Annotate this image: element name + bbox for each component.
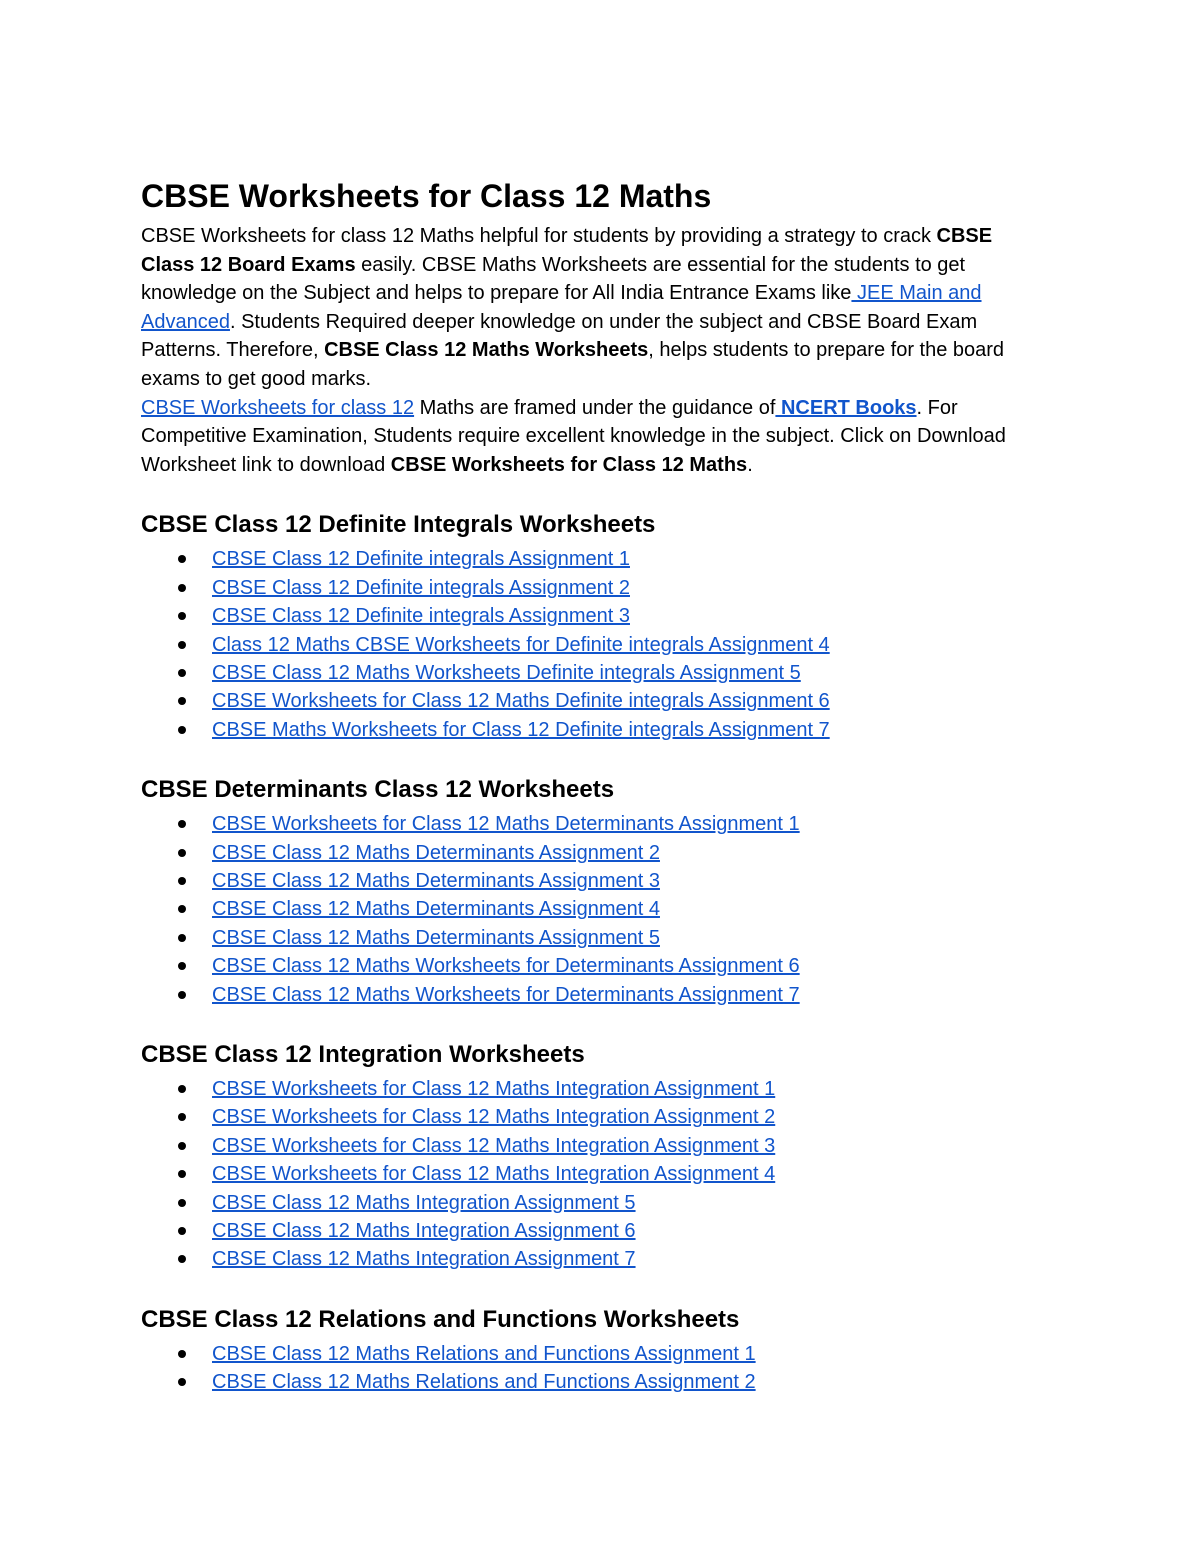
list-item: [141, 1132, 1051, 1160]
bullet-icon: [178, 1142, 186, 1150]
bullet-icon: [178, 1085, 186, 1093]
bullet-icon: [178, 962, 186, 970]
worksheet-link-list: [141, 1340, 1051, 1397]
bullet-icon: [178, 820, 186, 828]
worksheet-assignment-link[interactable]: CBSE Worksheets for Class 12 Maths Integration Assignment 3: [212, 1134, 776, 1157]
section-heading: CBSE Class 12 Definite Integrals Worksheets: [141, 511, 656, 539]
worksheet-assignment-link[interactable]: CBSE Worksheets for Class 12 Maths Integration Assignment 2: [212, 1106, 776, 1129]
worksheets-class12-link[interactable]: CBSE Worksheets for class 12: [141, 396, 415, 419]
list-item: [141, 1245, 1051, 1273]
section-heading: CBSE Class 12 Relations and Functions Worksheets: [141, 1305, 740, 1333]
bullet-icon: [178, 1170, 186, 1178]
worksheet-assignment-link[interactable]: CBSE Worksheets for Class 12 Maths Integration Assignment 4: [212, 1163, 776, 1186]
worksheet-assignment-link[interactable]: CBSE Class 12 Maths Integration Assignment 7: [212, 1248, 636, 1271]
bullet-icon: [178, 1199, 186, 1207]
worksheet-assignment-link[interactable]: CBSE Worksheets for Class 12 Maths Integration Assignment 1: [212, 1078, 776, 1101]
jee-link[interactable]: JEE Main and Advanced: [141, 282, 982, 333]
list-item: [141, 924, 1051, 952]
intro-bold-board-exams: CBSE Class 12 Board Exams: [141, 225, 993, 276]
worksheet-link-list: [141, 545, 1051, 744]
intro2-bold-worksheets: CBSE Worksheets for Class 12 Maths: [390, 453, 748, 476]
section-heading: CBSE Determinants Class 12 Worksheets: [141, 776, 615, 804]
list-item: [141, 867, 1051, 895]
list-item: [141, 716, 1051, 744]
bullet-icon: [178, 1227, 186, 1235]
bullet-icon: [178, 849, 186, 857]
intro-text-3: . Students Required deeper knowledge on under the subject and CBSE Board Exam Patterns. Therefore,: [141, 310, 978, 362]
list-item: [141, 1189, 1051, 1217]
bullet-icon: [178, 641, 186, 649]
page-title: CBSE Worksheets for Class 12 Maths: [141, 178, 712, 214]
bullet-icon: [178, 934, 186, 942]
bullet-icon: [178, 669, 186, 677]
bullet-icon: [178, 905, 186, 913]
list-item: [141, 659, 1051, 687]
document-page: [141, 176, 1051, 1397]
list-item: [141, 839, 1051, 867]
list-item: [141, 981, 1051, 1009]
worksheet-assignment-link[interactable]: CBSE Class 12 Maths Determinants Assignment 2: [212, 841, 660, 864]
bullet-icon: [178, 991, 186, 999]
list-item: [141, 602, 1051, 630]
intro-text-4: , helps students to prepare for the board exams to get good marks.: [141, 339, 1005, 390]
list-item: [141, 687, 1051, 715]
list-item: [141, 1103, 1051, 1131]
bullet-icon: [178, 1255, 186, 1263]
bullet-icon: [178, 555, 186, 563]
worksheet-assignment-link[interactable]: CBSE Worksheets for Class 12 Maths Determinants Assignment 1: [212, 813, 800, 836]
worksheet-assignment-link[interactable]: CBSE Class 12 Definite integrals Assignment 1: [212, 548, 630, 571]
worksheet-assignment-link[interactable]: CBSE Class 12 Maths Worksheets for Determinants Assignment 7: [212, 983, 800, 1006]
worksheet-assignment-link[interactable]: CBSE Worksheets for Class 12 Maths Definite integrals Assignment 6: [212, 690, 830, 713]
worksheet-assignment-link[interactable]: CBSE Class 12 Definite integrals Assignment 3: [212, 605, 630, 628]
worksheet-assignment-link[interactable]: CBSE Class 12 Maths Integration Assignment 5: [212, 1191, 636, 1214]
worksheet-link-list: [141, 1075, 1051, 1274]
intro2-text-3: .: [747, 453, 753, 476]
list-item: [141, 1075, 1051, 1103]
worksheet-assignment-link[interactable]: CBSE Class 12 Definite integrals Assignment 2: [212, 576, 630, 599]
intro-text-2: easily. CBSE Maths Worksheets are essential for the students to get knowledge on the Subject and helps to prepare for All India Entrance Exams like: [141, 253, 966, 305]
bullet-icon: [178, 584, 186, 592]
worksheet-assignment-link[interactable]: Class 12 Maths CBSE Worksheets for Definite integrals Assignment 4: [212, 633, 830, 656]
worksheet-assignment-link[interactable]: CBSE Class 12 Maths Determinants Assignment 5: [212, 926, 660, 949]
list-item: [141, 1160, 1051, 1188]
intro-bold-maths-worksheets: CBSE Class 12 Maths Worksheets: [324, 339, 649, 362]
worksheet-assignment-link[interactable]: CBSE Maths Worksheets for Class 12 Definite integrals Assignment 7: [212, 718, 830, 741]
bullet-icon: [178, 697, 186, 705]
bullet-icon: [178, 877, 186, 885]
list-item: [141, 1340, 1051, 1368]
worksheet-link-list: [141, 810, 1051, 1009]
list-item: [141, 810, 1051, 838]
intro-paragraph-2: [141, 394, 1051, 480]
bullet-icon: [178, 1113, 186, 1121]
bullet-icon: [178, 1378, 186, 1386]
intro-paragraph: [141, 222, 1051, 394]
worksheet-assignment-link[interactable]: CBSE Class 12 Maths Determinants Assignment 4: [212, 898, 660, 921]
ncert-books-link[interactable]: NCERT Books: [775, 396, 917, 419]
bullet-icon: [178, 726, 186, 734]
worksheet-assignment-link[interactable]: CBSE Class 12 Maths Relations and Functions Assignment 1: [212, 1342, 756, 1365]
list-item: [141, 1368, 1051, 1396]
worksheet-assignment-link[interactable]: CBSE Class 12 Maths Integration Assignment 6: [212, 1220, 636, 1243]
intro-text-1: CBSE Worksheets for class 12 Maths helpful for students by providing a strategy to crack: [141, 225, 937, 247]
worksheet-assignment-link[interactable]: CBSE Class 12 Maths Worksheets for Determinants Assignment 6: [212, 955, 800, 978]
intro2-text-1: Maths are framed under the guidance of: [414, 396, 776, 419]
list-item: [141, 545, 1051, 573]
list-item: [141, 1217, 1051, 1245]
list-item: [141, 952, 1051, 980]
worksheet-assignment-link[interactable]: CBSE Class 12 Maths Worksheets Definite integrals Assignment 5: [212, 661, 801, 684]
worksheet-assignment-link[interactable]: CBSE Class 12 Maths Relations and Functions Assignment 2: [212, 1371, 756, 1394]
worksheet-assignment-link[interactable]: CBSE Class 12 Maths Determinants Assignment 3: [212, 870, 660, 892]
section-heading: CBSE Class 12 Integration Worksheets: [141, 1041, 585, 1069]
bullet-icon: [178, 612, 186, 620]
list-item: [141, 631, 1051, 659]
list-item: [141, 895, 1051, 923]
list-item: [141, 574, 1051, 602]
bullet-icon: [178, 1350, 186, 1358]
intro2-text-2: . For Competitive Examination, Students require excellent knowledge in the subject. Click on Download Worksheet link to download: [141, 396, 1006, 476]
worksheet-sections: [141, 509, 1051, 1396]
